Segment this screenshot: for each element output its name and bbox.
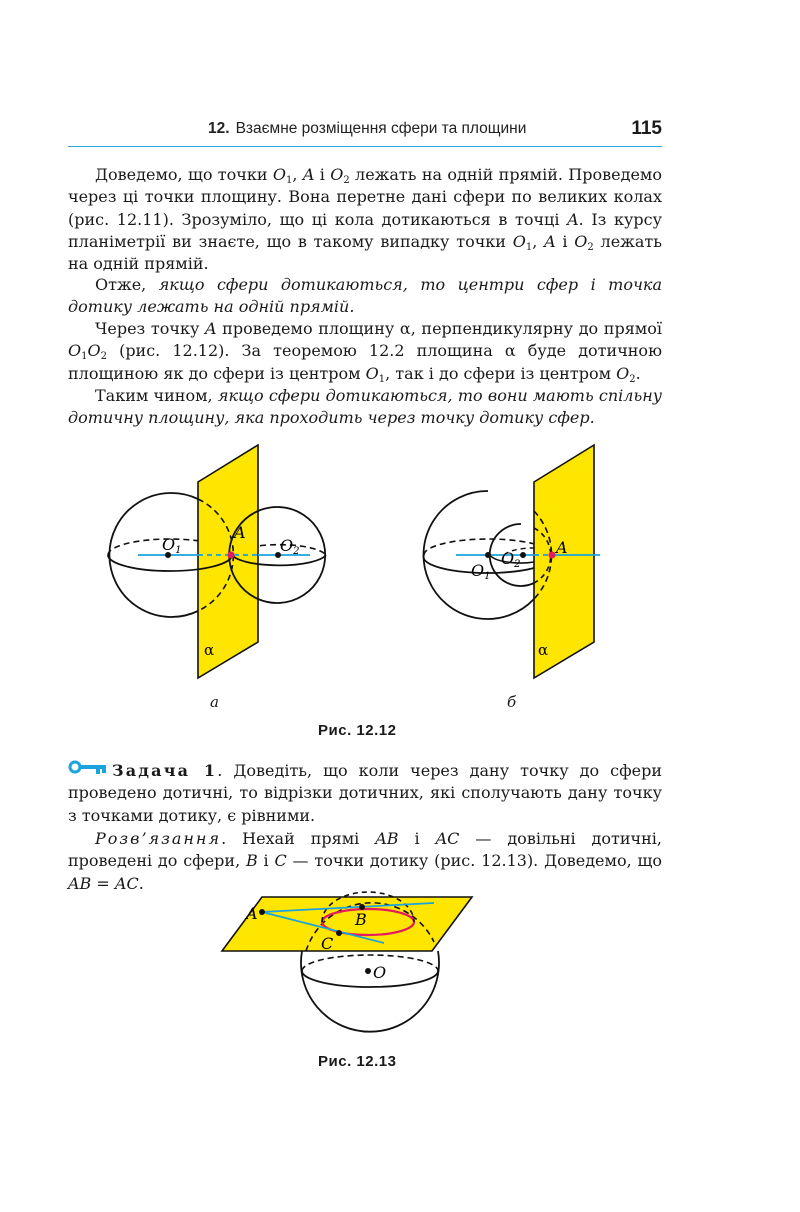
sublabel-b: б [507,693,517,711]
label-alpha: α [204,641,215,659]
task-1: Задача 1. Доведіть, що коли через дану точку до сфери проведено дотичні, то відрізки дотичних, які сполучають дану точку з точками дотику, є рівними. [68,761,663,825]
point-a-b [549,552,556,559]
caption-12-13: Рис. 12.13 [318,1053,397,1070]
section-title-text: Взаємне розміщення сфери та площини [235,120,527,137]
figure-12-12-b [423,445,600,678]
task-label: Задача 1 [112,761,218,780]
label-a: A [246,904,258,923]
sublabel-a: а [210,693,219,711]
figure-12-13 [210,885,480,1055]
figure-12-12-a [108,445,326,678]
paragraph-3: Через точку A проведемо площину α, перпендикулярну до прямої $O_1O_2$ (рис. 12.12). За теоремою 12.2 площина α буде дотичною площиною як до сфери із центром $O_1$, так і до сфери із центром $O_2$. [68,319,662,385]
point-a [259,909,265,915]
paragraph-1: Доведемо, що точки $O_1$, A і $O_2$ лежать на одній прямій. Проведемо через ці точки площину. Вона перетне дані сфери по великих колах (рис. 12.11). Зрозуміло, що ці кола дотикаються в точці A. Із курсу планіметрії ви знаєте, що в такому випадку точки $O_1$, A і $O_2$ лежать на одній прямій. [68,165,663,274]
solution: Розв’язання. Нехай прямі AB і AC — довільні дотичні, проведені до сфери, B і C — точки дотику (рис. 12.13). Доведемо, що AB = AC. [68,829,662,893]
label-c: C [321,934,334,953]
solution-label: Розв’язання [95,829,222,848]
label-alpha-b: α [538,641,549,659]
label-o2: O2 [280,536,300,557]
running-header [68,118,662,144]
label-b: B [355,910,367,929]
sphere-back-equator [302,955,438,971]
point-o [365,968,371,974]
paragraph-2: Отже, якщо сфери дотикаються, то центри сфер і точка дотику лежать на одній прямій. [68,275,662,317]
tangent-plane [222,897,472,951]
paragraph-4: Таким чином, якщо сфери дотикаються, то вони мають спільну дотичну площину, яка проходить через точку дотику сфер. [68,386,663,428]
label-o2-b: O2 [501,549,521,570]
label-o: O [373,963,387,982]
label-o1-b: O1 [471,561,491,582]
figure-12-12 [90,440,620,680]
point-o2-b [520,552,526,558]
point-a [228,552,235,559]
sphere-front-equator [302,971,438,987]
header-rule [68,146,662,147]
label-a: A [234,523,246,542]
sphere-outline [301,951,439,1032]
label-o1: O1 [162,535,182,556]
section-title [208,120,526,138]
point-c [336,930,342,936]
label-a-b: A [556,538,568,557]
section-number: 12. [208,120,230,137]
caption-12-12: Рис. 12.12 [318,722,397,739]
page-number: 115 [631,118,662,139]
point-o1-b [485,552,491,558]
